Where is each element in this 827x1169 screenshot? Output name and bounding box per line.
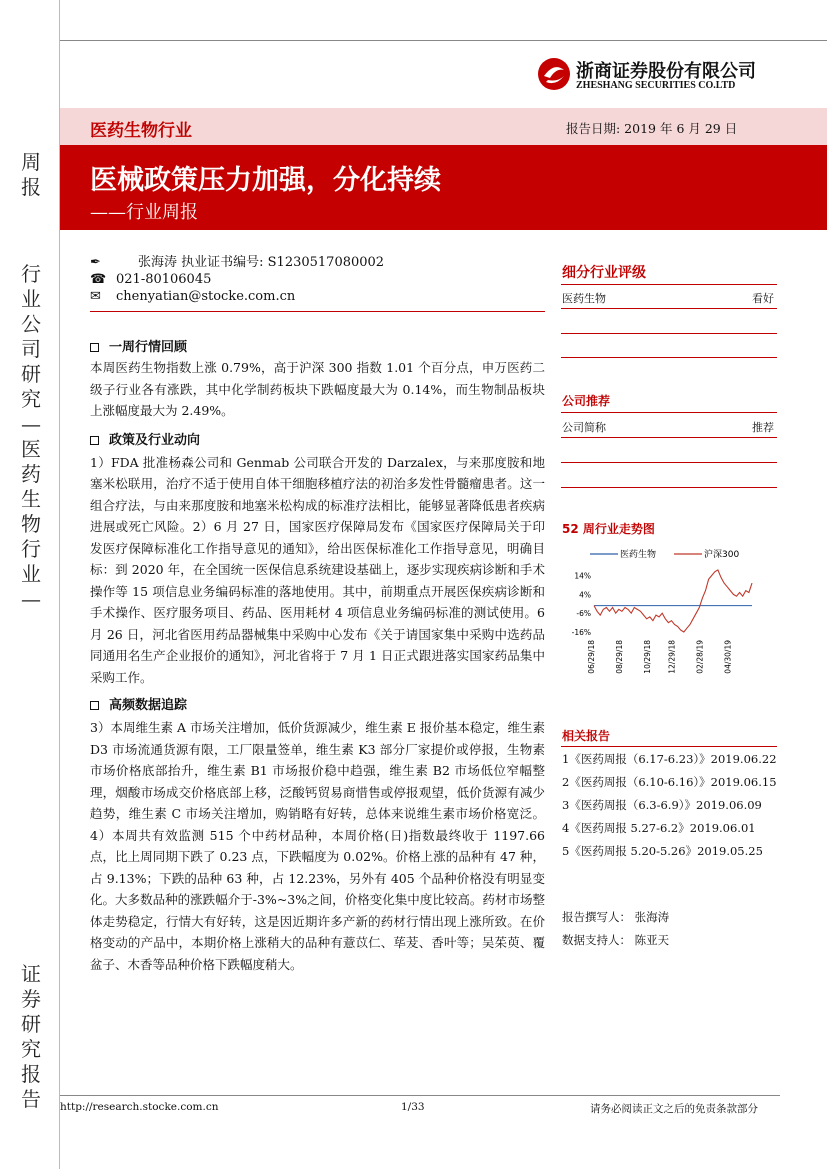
- section-heading: 一周行情回顾: [90, 336, 545, 355]
- brand-name-en: ZHESHANG SECURITIES CO.LTD: [576, 80, 736, 91]
- x-tick-label: 04/30/19: [723, 640, 733, 674]
- rating-rule: [561, 284, 777, 285]
- section-heading: 政策及行业动向: [90, 429, 545, 448]
- rating-row-line: [561, 357, 777, 358]
- footer-disclaimer: 请务必阅读正文之后的免责条款部分: [590, 1103, 758, 1115]
- page-number: 1/33: [401, 1101, 425, 1113]
- rating-row-line: [561, 333, 777, 334]
- y-tick-label: 4%: [579, 590, 591, 600]
- author-phone: 021-80106045: [116, 272, 212, 287]
- report-date: 报告日期: 2019 年 6 月 29 日: [566, 121, 738, 136]
- x-tick-label: 12/29/18: [667, 640, 677, 674]
- section-body: 本周医药生物指数上涨 0.79%，高于沪深 300 指数 1.01 个百分点，申万医药二级子行业各有涨跌，其中化学制药板块下跌幅度最大为 0.14%，而生物制品板块上涨幅度最大为 2.49%。: [90, 360, 545, 418]
- phone-icon: ☎: [90, 272, 107, 287]
- sidebar-report-type: 证券研究报告: [21, 962, 41, 1111]
- x-tick-label: 10/29/18: [642, 640, 652, 674]
- recommend-col-name: 公司简称: [562, 421, 606, 434]
- bullet-square-icon: [90, 701, 99, 710]
- related-item[interactable]: 4《医药周报 5.27-6.2》2019.06.01: [562, 821, 756, 835]
- author-rule: [90, 311, 545, 312]
- industry-trend-chart: [560, 540, 780, 690]
- contributors: [562, 906, 669, 952]
- chart-title: 52 周行业走势图: [562, 522, 655, 536]
- related-item[interactable]: 5《医药周报 5.20-5.26》2019.05.25: [562, 844, 763, 858]
- page-title: 医械政策压力加强，分化持续: [90, 165, 441, 196]
- bullet-square-icon: [90, 343, 99, 352]
- rating-heading: 细分行业评级: [562, 265, 646, 281]
- x-tick-label: 06/29/18: [587, 640, 596, 674]
- report-writer: 报告撰写人： 张海涛: [562, 910, 670, 924]
- recommend-row-line: [561, 487, 777, 488]
- x-tick-label: 02/28/19: [695, 640, 705, 674]
- recommend-row-line: [561, 462, 777, 463]
- company-logo: [536, 56, 572, 96]
- page-subtitle: ——行业周报: [90, 202, 198, 223]
- legend-label-csi300: 沪深300: [704, 550, 740, 560]
- footer-rule: [60, 1095, 780, 1096]
- x-tick-label: 08/29/18: [614, 640, 624, 674]
- pen-icon: ✒: [90, 255, 101, 270]
- related-heading: 相关报告: [562, 729, 611, 743]
- top-rule: [60, 40, 827, 41]
- recommend-row-line: [561, 437, 777, 438]
- related-item[interactable]: 3《医药周报（6.3-6.9）》2019.06.09: [562, 798, 762, 812]
- related-item[interactable]: 1《医药周报（6.17-6.23）》2019.06.22: [562, 752, 777, 766]
- author-email[interactable]: chenyatian@stocke.com.cn: [116, 289, 296, 304]
- bullet-square-icon: [90, 436, 99, 445]
- y-tick-label: -16%: [571, 628, 591, 637]
- left-sidebar: [0, 0, 60, 1169]
- industry-label: 医药生物行业: [90, 121, 192, 141]
- logo-emblem-icon: [536, 56, 572, 92]
- y-tick-label: 14%: [574, 571, 591, 581]
- footer-url[interactable]: http://research.stocke.com.cn: [60, 1101, 219, 1113]
- related-item[interactable]: 2《医药周报（6.10-6.16）》2019.06.15: [562, 775, 777, 789]
- main-content: [90, 336, 545, 975]
- rating-row-line: [561, 308, 777, 309]
- recommend-heading: 公司推荐: [562, 394, 611, 408]
- author-name: 张海涛 执业证书编号: S1230517080002: [138, 255, 385, 270]
- recommend-col-rec: 推荐: [752, 421, 774, 434]
- related-list: [562, 748, 787, 863]
- data-supporter: 数据支持人： 陈亚天: [562, 933, 670, 947]
- author-block: [90, 254, 384, 305]
- mail-icon: ✉: [90, 289, 101, 304]
- brand-name-cn: 浙商证券股份有限公司: [576, 61, 756, 82]
- legend-label-pharma: 医药生物: [620, 550, 657, 560]
- section-body: 1）FDA 批准杨森公司和 Genmab 公司联合开发的 Darzalex，与来那度胺和地塞米松联用，治疗不适于使用自体干细胞移植疗法的初治多发性骨髓瘤患者。这一组合疗法，与由来那度胺和地塞米松构成的标准疗法相比，能够显著降低患者疾病进展或死亡风险。2）6 月 27 日，国家医疗保障局发布《国家医疗保障局关于印发医疗保障标准化工作指导意见的通知》，给出医保标准化工作指导意见，明确目标：到 2020 年，在全国统一医保信息系统建设基础上，逐步实现疾病诊断和手术操作等 15 项信息业务编码标准的落地使用。其中，前期重点开展医保疾病诊断和手术操作、医疗服务项目、药品、医用耗材 4 项信息业务编码标准的测试使用。6 月 26 日，河北省医用药品器械集中采购中心发布《关于请国家集中采购中选药品同通用名生产企业报价的通知》，河北省将于 7 月 1 日正式跟进落实国家药品集中采购工作。: [90, 454, 545, 685]
- section-body: 3）本周维生素 A 市场关注增加，低价货源减少，维生素 E 报价基本稳定，维生素 D3 市场流通货源有限，工厂限量签单，维生素 K3 部分厂家提价或停报，生物素市场价格底部抬升，维生素 B1 市场报价稳中趋强，维生素 B2 市场低位窄幅整理，烟酸市场成交价格底部上移，泛酸钙贸易商惜售或停报观望，低价货源有减少趋势，维生素 C 市场关注增加，购销略有好转，总体来说维生素市场价格宽泛。4）本周共有效监测 515 个中药材品种，本周价格(日)指数最终收于 1197.66 点，比上周同期下跌了 0.23 点，下跌幅度为 0.02%。价格上涨的品种有 47 种，占 9.13%；下跌的品种 63 种，占 12.23%，另外有 405 个品种价格没有明显变化。大多数品种的涨跌幅介于-3%~3%之间，价格变化集中度比较高。药材市场整体走势稳定，行情大有好转，这是因近期许多产新的药材行情出现上涨所致。在价格变动的产品中，本期价格上涨稍大的品种有薏苡仁、荜茇、香叶等；吴茱萸、覆盆子、木香等品种价格下跌幅度稍大。: [90, 720, 545, 972]
- rating-industry: 医药生物: [562, 292, 606, 305]
- related-rule: [561, 746, 777, 747]
- recommend-rule: [561, 412, 777, 413]
- sidebar-category: 行业公司研究—医药生物行业—: [21, 262, 41, 611]
- section-heading: 高频数据追踪: [90, 694, 545, 713]
- sidebar-weekly: 周报: [21, 150, 41, 199]
- rating-value: 看好: [752, 292, 774, 305]
- y-tick-label: -6%: [576, 609, 591, 619]
